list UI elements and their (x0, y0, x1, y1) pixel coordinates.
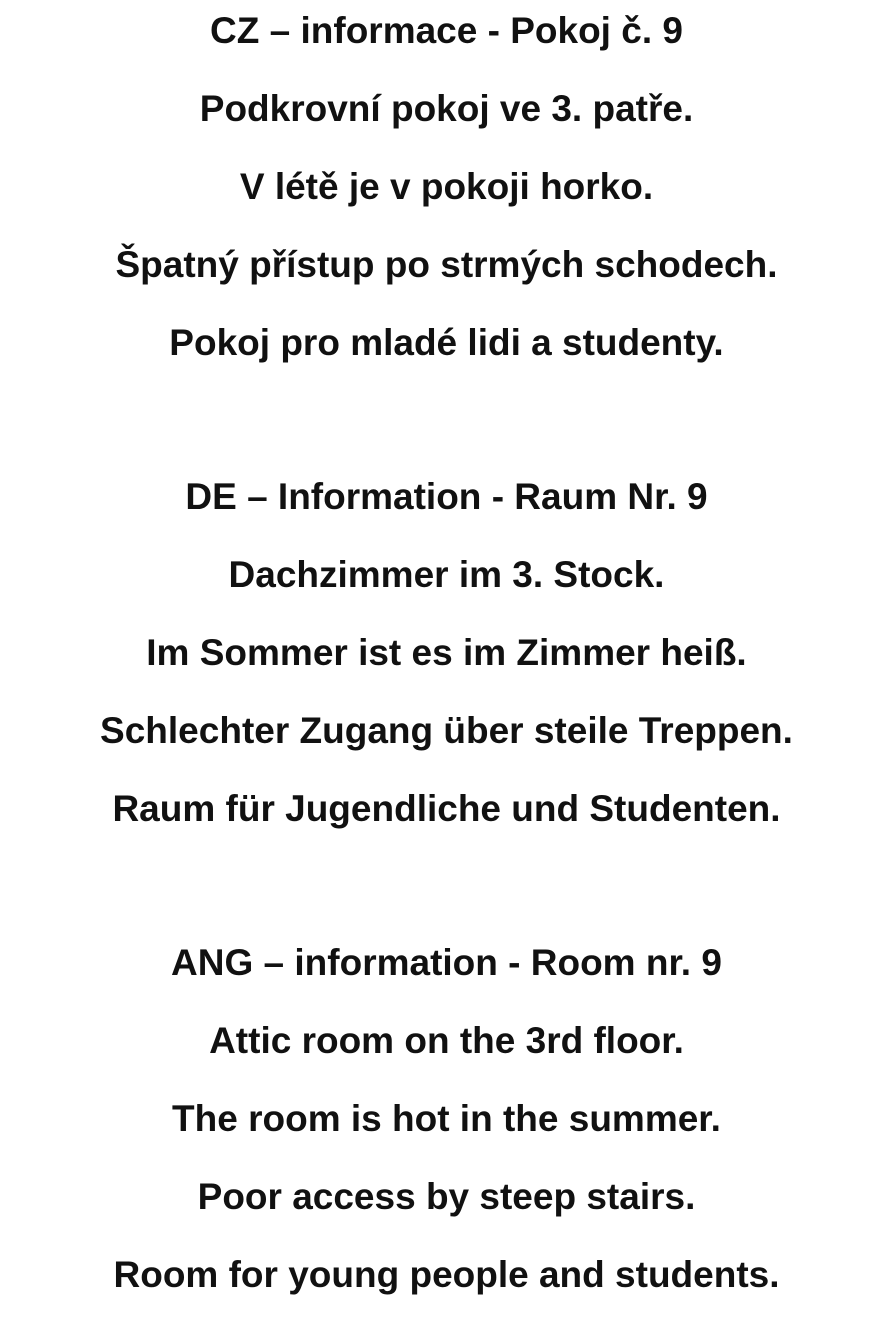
section-line-de-3: Schlechter Zugang über steile Treppen. (100, 710, 793, 751)
section-line-ang-4: Room for young people and students. (113, 1254, 780, 1295)
section-line-cz-4: Pokoj pro mladé lidi a studenty. (169, 322, 724, 363)
section-line-ang-1: Attic room on the 3rd floor. (209, 1020, 684, 1061)
section-line-ang-2: The room is hot in the summer. (172, 1098, 721, 1139)
section-line-de-2: Im Sommer ist es im Zimmer heiß. (146, 632, 747, 673)
section-line-cz-3: Špatný přístup po strmých schodech. (115, 244, 778, 285)
section-heading-ang: ANG – information - Room nr. 9 (171, 942, 722, 983)
section-line-de-4: Raum für Jugendliche und Studenten. (112, 788, 781, 829)
section-line-cz-2: V létě je v pokoji horko. (239, 166, 654, 207)
section-line-cz-1: Podkrovní pokoj ve 3. patře. (199, 88, 694, 129)
section-line-ang-3: Poor access by steep stairs. (197, 1176, 696, 1217)
section-line-de-1: Dachzimmer im 3. Stock. (228, 554, 665, 595)
section-heading-de: DE – Information - Raum Nr. 9 (185, 476, 708, 517)
section-heading-cz: CZ – informace - Pokoj č. 9 (210, 10, 683, 51)
